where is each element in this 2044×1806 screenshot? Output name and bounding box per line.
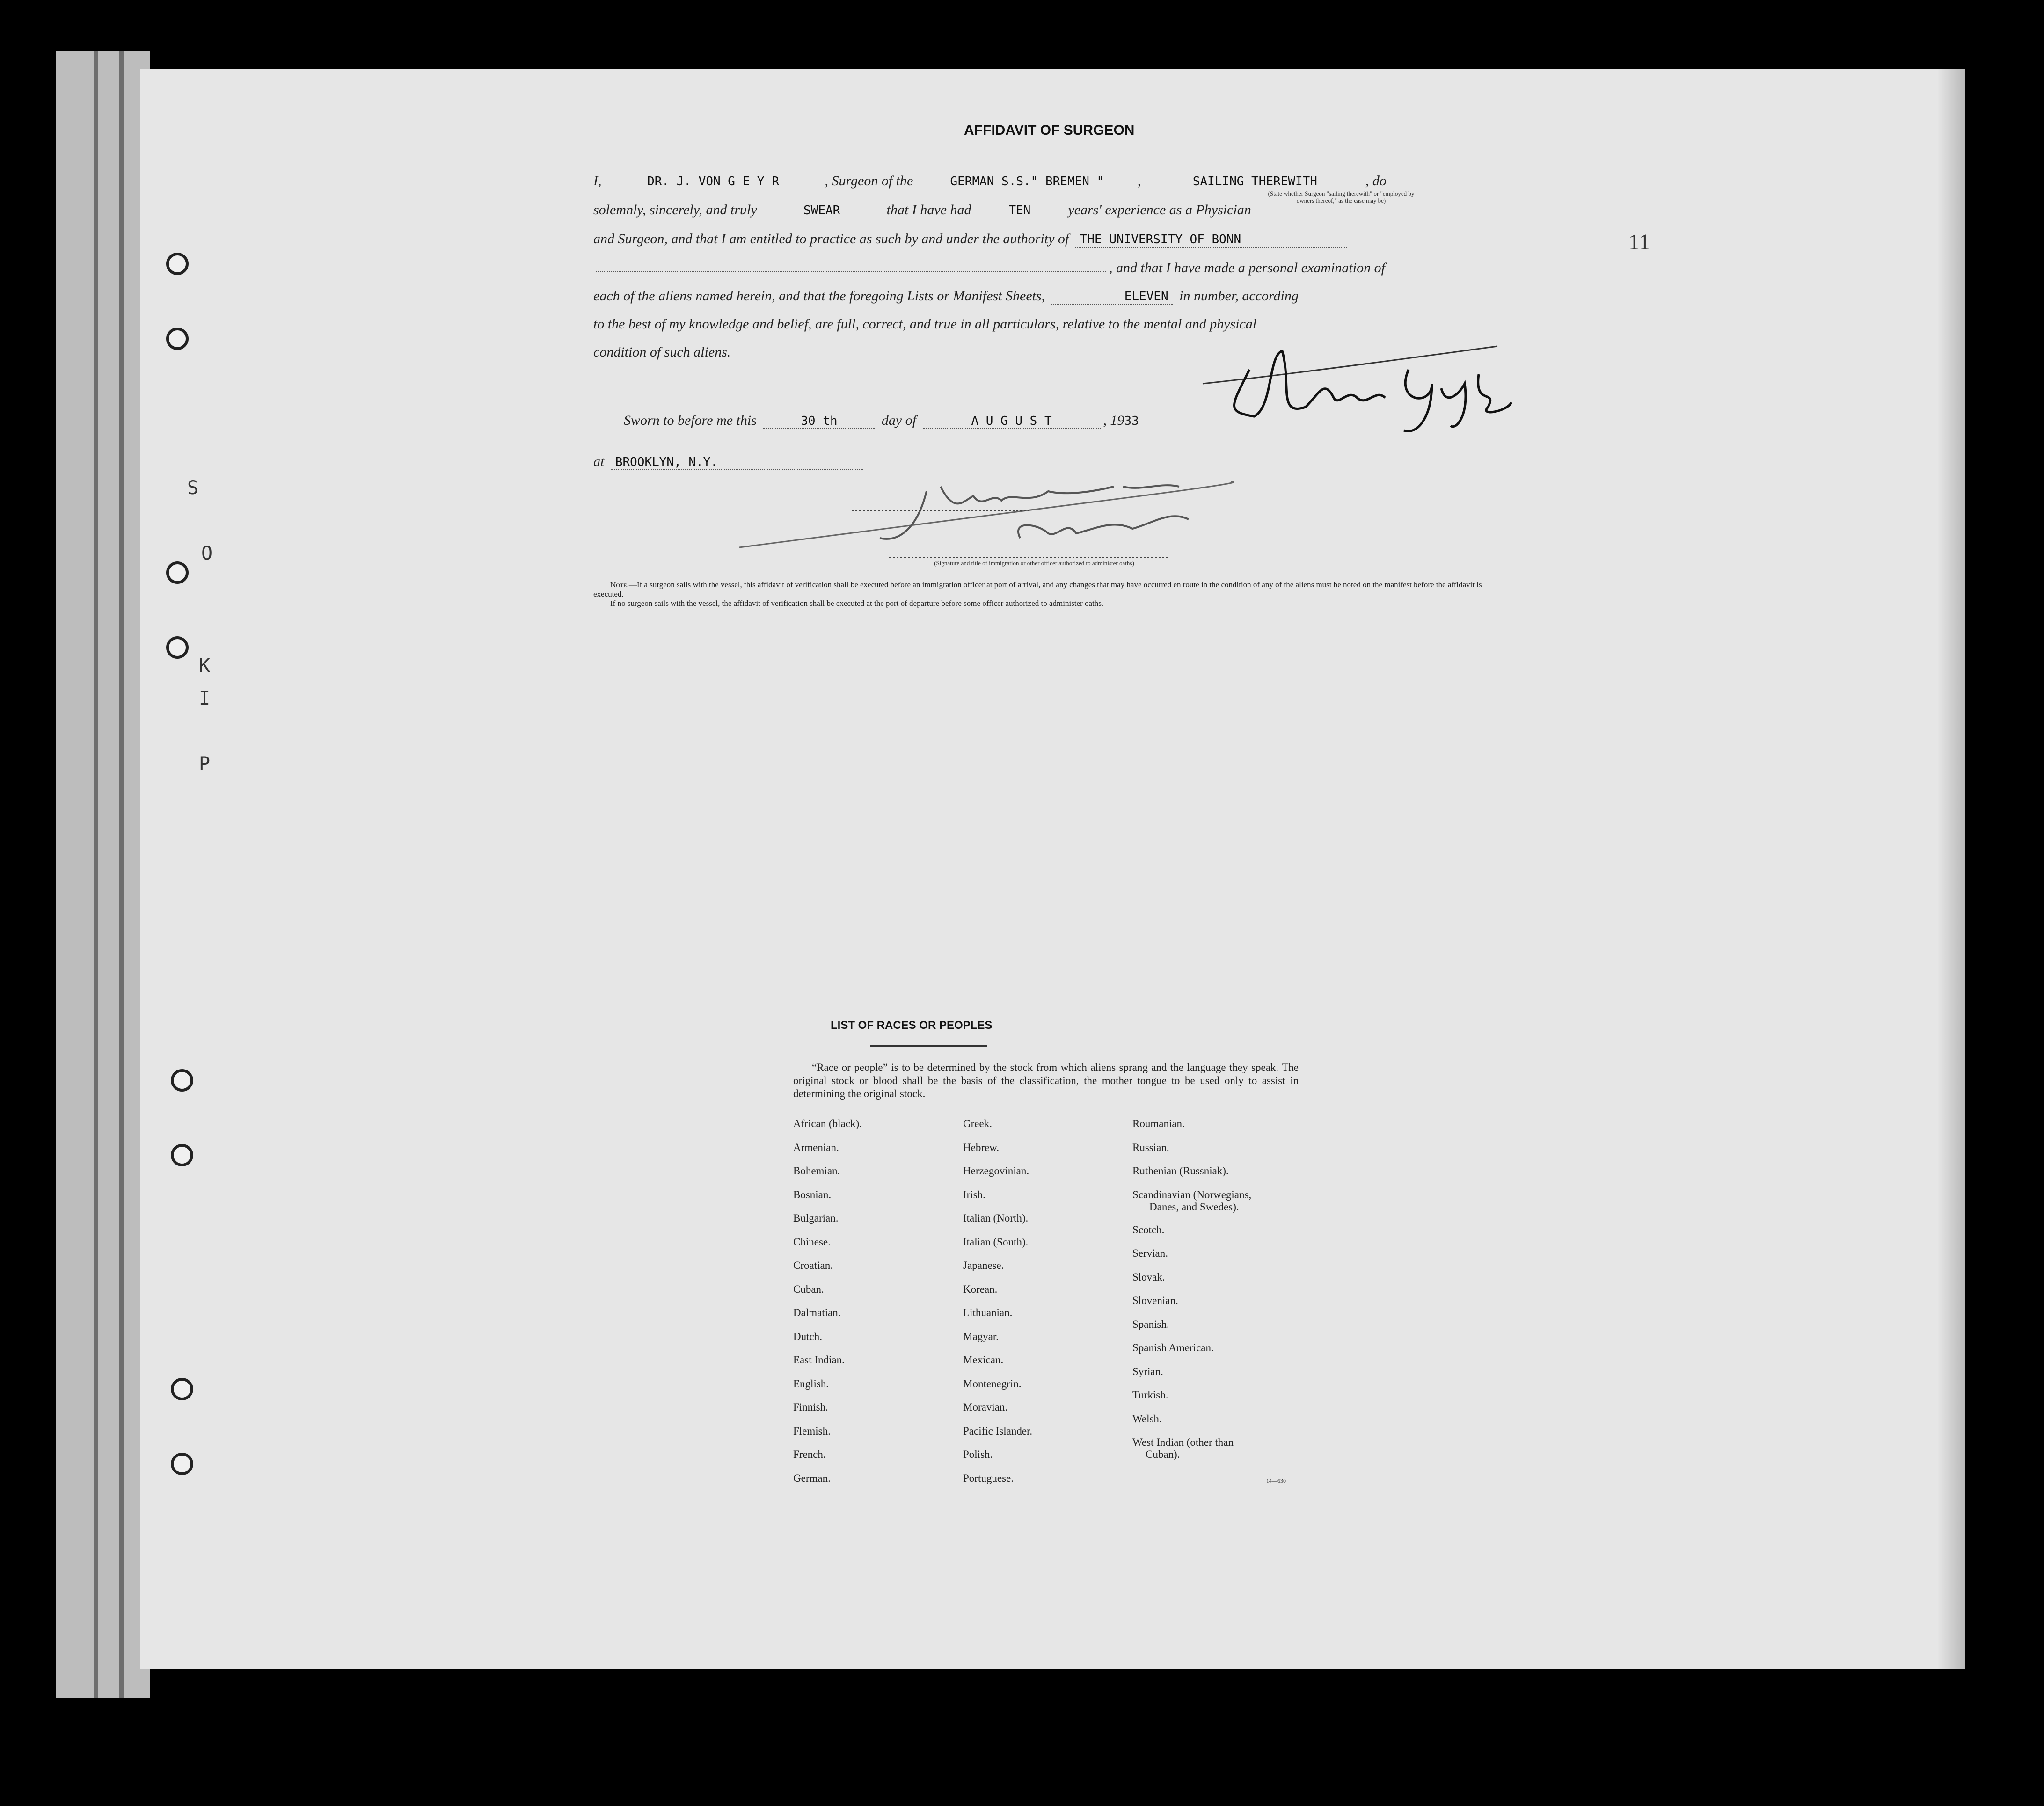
race-item: German. xyxy=(793,1472,831,1484)
affidavit-line-1 xyxy=(593,173,1387,189)
race-item: Polish. xyxy=(963,1449,993,1460)
race-item: Danes, and Swedes). xyxy=(1149,1201,1239,1213)
race-item: Japanese. xyxy=(963,1260,1004,1271)
race-item: Chinese. xyxy=(793,1236,831,1248)
race-item: Magyar. xyxy=(963,1330,999,1342)
race-item: Montenegrin. xyxy=(963,1377,1022,1390)
affidavit-line-5 xyxy=(593,288,1299,305)
race-item: Cuban. xyxy=(793,1283,824,1295)
race-item: Korean. xyxy=(963,1283,998,1295)
races-intro-text: “Race or people” is to be determined by the stock from which aliens sprang and the language they speak. The original stock or blood shall be the basis of the classification, the mother tongue to be used only to assist in determining the original stock. xyxy=(793,1062,1299,1100)
race-item: Servian. xyxy=(1132,1247,1168,1259)
margin-stamp: S xyxy=(187,477,199,499)
race-item: Italian (South). xyxy=(963,1236,1029,1248)
text: , xyxy=(1137,173,1141,189)
race-item: Portuguese. xyxy=(963,1472,1014,1484)
affidavit-line-2 xyxy=(593,202,1251,218)
note-text: —If a surgeon sails with the vessel, this affidavit of verification shall be executed before an immigration officer at port of arrival, and any changes that may have occurred en route in the condition of any of the aliens must be noted on the manifest before the affidavit is executed. xyxy=(593,580,1482,598)
place-line xyxy=(593,454,866,470)
sheets-field: ELEVEN xyxy=(1051,290,1173,305)
race-item: Dutch. xyxy=(793,1330,822,1342)
races-column-1 xyxy=(793,1118,862,1496)
authority-field: THE UNIVERSITY OF BONN xyxy=(1075,233,1347,248)
races-title-rule xyxy=(870,1045,987,1047)
race-item: Irish. xyxy=(963,1188,986,1201)
sailing-field: SAILING THEREWITH xyxy=(1147,175,1363,189)
affidavit-note xyxy=(593,580,1506,608)
years-field: TEN xyxy=(978,204,1062,218)
margin-stamp: K xyxy=(199,655,211,677)
race-item: French. xyxy=(793,1449,826,1460)
punch-hole xyxy=(166,561,189,584)
text: , Surgeon of the xyxy=(825,173,913,189)
text: each of the aliens named herein, and that the foregoing Lists or Manifest Sheets, xyxy=(593,288,1045,304)
race-item: Syrian. xyxy=(1132,1365,1163,1377)
race-item: Russian. xyxy=(1132,1141,1169,1153)
sworn-line xyxy=(624,413,1139,429)
race-item: Finnish. xyxy=(793,1401,828,1413)
race-item: Bosnian. xyxy=(793,1188,832,1201)
race-item: Bohemian. xyxy=(793,1165,840,1177)
state-note: (State whether Surgeon "sailing therewith" or "employed by owners thereof," as the case may be) xyxy=(1268,190,1415,204)
race-item: Spanish American. xyxy=(1132,1342,1214,1354)
affidavit-line-7: condition of such aliens. xyxy=(593,344,731,360)
month-field: A U G U S T xyxy=(923,414,1101,429)
text: years' experience as a Physician xyxy=(1068,202,1251,218)
text: that I have had xyxy=(886,202,971,218)
text: , 19 xyxy=(1103,413,1124,428)
document-page xyxy=(140,69,1965,1669)
race-item: Dalmatian. xyxy=(793,1307,841,1318)
race-item: Scotch. xyxy=(1132,1223,1165,1236)
punch-hole xyxy=(166,328,189,350)
affidavit-title: AFFIDAVIT OF SURGEON xyxy=(964,123,1135,138)
affidavit-line-4 xyxy=(593,260,1385,276)
year-field: 33 xyxy=(1124,414,1139,428)
race-item: Armenian. xyxy=(793,1141,839,1153)
page-number: 11 xyxy=(1628,230,1650,255)
race-item: Flemish. xyxy=(793,1425,831,1437)
text: , and that I have made a personal examination of xyxy=(1109,260,1385,276)
binder-edge-left xyxy=(94,51,98,1698)
punch-hole xyxy=(166,636,189,659)
races-title: LIST OF RACES OR PEOPLES xyxy=(831,1019,993,1032)
race-item: Herzegovinian. xyxy=(963,1165,1029,1177)
race-item: English. xyxy=(793,1377,829,1390)
race-item: Cuban). xyxy=(1146,1449,1180,1460)
race-item: West Indian (other than xyxy=(1132,1436,1234,1448)
races-column-3 xyxy=(1132,1118,1251,1473)
race-item: Welsh. xyxy=(1132,1413,1162,1425)
race-item: Moravian. xyxy=(963,1401,1008,1413)
race-item: Spanish. xyxy=(1132,1318,1169,1330)
margin-stamp: P xyxy=(199,753,211,775)
race-item: Pacific Islander. xyxy=(963,1425,1033,1437)
race-item: Greek. xyxy=(963,1118,992,1129)
vessel-field: GERMAN S.S." BREMEN " xyxy=(920,175,1135,189)
officer-signature xyxy=(739,473,1235,566)
race-item: Slovenian. xyxy=(1132,1295,1178,1306)
margin-stamp: O xyxy=(201,543,213,564)
text: , do xyxy=(1365,173,1387,189)
surgeon-signature xyxy=(1198,328,1516,435)
race-item: Croatian. xyxy=(793,1260,833,1271)
text: I, xyxy=(593,173,602,189)
text: day of xyxy=(881,413,917,428)
race-item: Lithuanian. xyxy=(963,1307,1013,1318)
blank-field xyxy=(596,271,1106,272)
races-intro xyxy=(793,1061,1299,1100)
race-item: East Indian. xyxy=(793,1354,845,1366)
surgeon-name-field: DR. J. VON G E Y R xyxy=(608,175,818,189)
note-second: If no surgeon sails with the vessel, the affidavit of verification shall be executed at the port of departure before some officer authorized to administer oaths. xyxy=(610,599,1104,608)
binder-edge-right xyxy=(119,51,124,1698)
text: at xyxy=(593,454,605,469)
race-item: Roumanian. xyxy=(1132,1118,1185,1129)
form-code: 14—630 xyxy=(1266,1478,1286,1484)
race-item: Italian (North). xyxy=(963,1212,1029,1224)
text: Sworn to before me this xyxy=(624,413,757,428)
punch-hole xyxy=(171,1144,193,1166)
race-item: Bulgarian. xyxy=(793,1212,839,1224)
punch-hole xyxy=(171,1069,193,1092)
note-label: Note. xyxy=(610,580,629,589)
punch-hole xyxy=(171,1378,193,1400)
race-item: Hebrew. xyxy=(963,1141,1000,1153)
text: in number, according xyxy=(1179,288,1299,304)
punch-hole xyxy=(166,253,189,275)
binder-spine xyxy=(56,51,150,1698)
race-item: Mexican. xyxy=(963,1354,1004,1366)
margin-stamp: I xyxy=(199,688,211,709)
race-item: African (black). xyxy=(793,1118,862,1129)
race-item: Slovak. xyxy=(1132,1271,1165,1283)
page-shadow xyxy=(1937,69,1965,1669)
race-item: Ruthenian (Russniak). xyxy=(1132,1165,1229,1177)
place-field: BROOKLYN, N.Y. xyxy=(611,455,863,470)
races-column-2 xyxy=(963,1118,1032,1496)
affidavit-line-6: to the best of my knowledge and belief, are full, correct, and true in all particulars, relative to the mental and physical xyxy=(593,316,1257,332)
race-item: Turkish. xyxy=(1132,1389,1168,1401)
punch-hole xyxy=(171,1453,193,1475)
affidavit-line-3 xyxy=(593,231,1350,248)
day-field: 30 th xyxy=(763,414,875,429)
text: solemnly, sincerely, and truly xyxy=(593,202,757,218)
note-first xyxy=(593,580,1506,599)
oath-field: SWEAR xyxy=(763,204,880,218)
text: and Surgeon, and that I am entitled to practice as such by and under the authority of xyxy=(593,231,1069,247)
race-item: Scandinavian (Norwegians, xyxy=(1132,1188,1252,1201)
officer-caption: (Signature and title of immigration or other officer authorized to administer oaths) xyxy=(934,560,1134,567)
